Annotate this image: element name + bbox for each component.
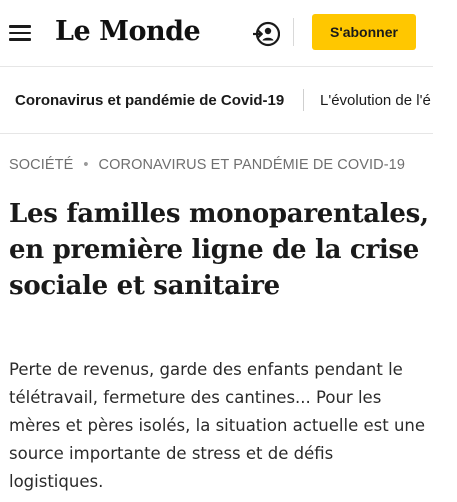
- site-logo[interactable]: Le Monde: [55, 16, 201, 47]
- topic-separator: [303, 89, 304, 111]
- topic-link-coronavirus[interactable]: Coronavirus et pandémie de Covid-19: [15, 92, 285, 109]
- menu-bar: [9, 25, 31, 28]
- article-headline: Les familles monoparentales, en première ligne de la crise sociale et sanitaire: [9, 199, 429, 301]
- topic-link-evolution[interactable]: L'évolution de l'é: [320, 92, 431, 109]
- topics-nav: [0, 67, 433, 134]
- account-login-icon-svg: [252, 20, 280, 48]
- site-header: [0, 0, 433, 67]
- hamburger-menu-icon[interactable]: [9, 20, 35, 46]
- breadcrumb-separator: •: [83, 157, 89, 173]
- breadcrumb-subsection-link[interactable]: CORONAVIRUS ET PANDÉMIE DE COVID-19: [98, 157, 405, 173]
- breadcrumb: [9, 157, 405, 173]
- subscribe-button[interactable]: S'abonner: [312, 14, 416, 50]
- menu-bar: [9, 32, 31, 35]
- breadcrumb-section-link[interactable]: SOCIÉTÉ: [9, 157, 74, 173]
- header-divider: [293, 18, 294, 46]
- article-summary: Perte de revenus, garde des enfants pendant le télétravail, fermeture des cantines... Pour les mères et pères isolés, la situation actuelle est une source importante de stress et de défis logistiques.: [9, 360, 426, 491]
- menu-bar: [9, 38, 31, 41]
- account-login-icon[interactable]: [252, 20, 280, 48]
